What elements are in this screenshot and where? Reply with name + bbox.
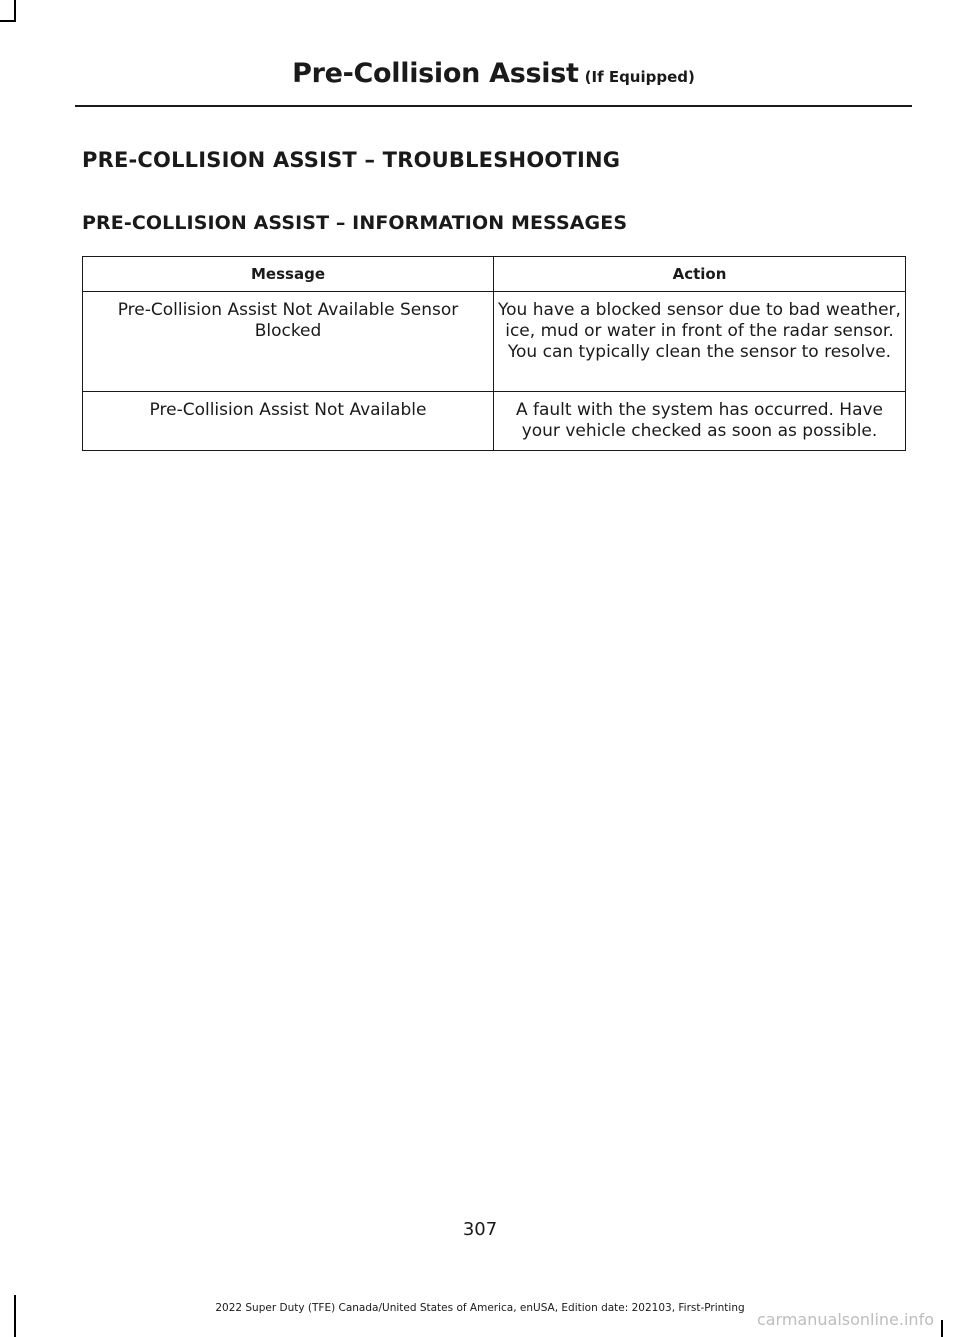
table-row bbox=[83, 392, 906, 451]
crop-mark-bottom-right bbox=[941, 1320, 943, 1337]
messages-table bbox=[82, 256, 906, 451]
subsection-title: PRE-COLLISION ASSIST – INFORMATION MESSAGES bbox=[82, 212, 628, 234]
header-title: Pre-Collision Assist bbox=[292, 58, 579, 89]
column-header-action: Action bbox=[494, 257, 906, 292]
message-cell: Pre-Collision Assist Not Available bbox=[83, 392, 494, 451]
header-rule bbox=[75, 105, 912, 107]
header-suffix: (If Equipped) bbox=[584, 68, 695, 86]
table-row bbox=[83, 292, 906, 392]
action-cell: You have a blocked sensor due to bad weather, ice, mud or water in front of the radar sensor. You can typically clean the sensor to resolve. bbox=[494, 292, 906, 392]
crop-mark-left-vertical bbox=[0, 20, 16, 22]
message-cell: Pre-Collision Assist Not Available Sensor Blocked bbox=[83, 292, 494, 392]
page-number: 307 bbox=[462, 1219, 498, 1240]
section-title: PRE-COLLISION ASSIST – TROUBLESHOOTING bbox=[82, 148, 621, 172]
column-header-message: Message bbox=[83, 257, 494, 292]
page-header bbox=[75, 58, 912, 89]
edition-footer: 2022 Super Duty (TFE) Canada/United States of America, enUSA, Edition date: 202103, First-Printing bbox=[215, 1302, 745, 1314]
watermark: carmanualsonline.info bbox=[756, 1310, 934, 1329]
action-cell: A fault with the system has occurred. Have your vehicle checked as soon as possible. bbox=[494, 392, 906, 451]
crop-mark-top-left bbox=[14, 0, 16, 22]
table-header-row bbox=[83, 257, 906, 292]
